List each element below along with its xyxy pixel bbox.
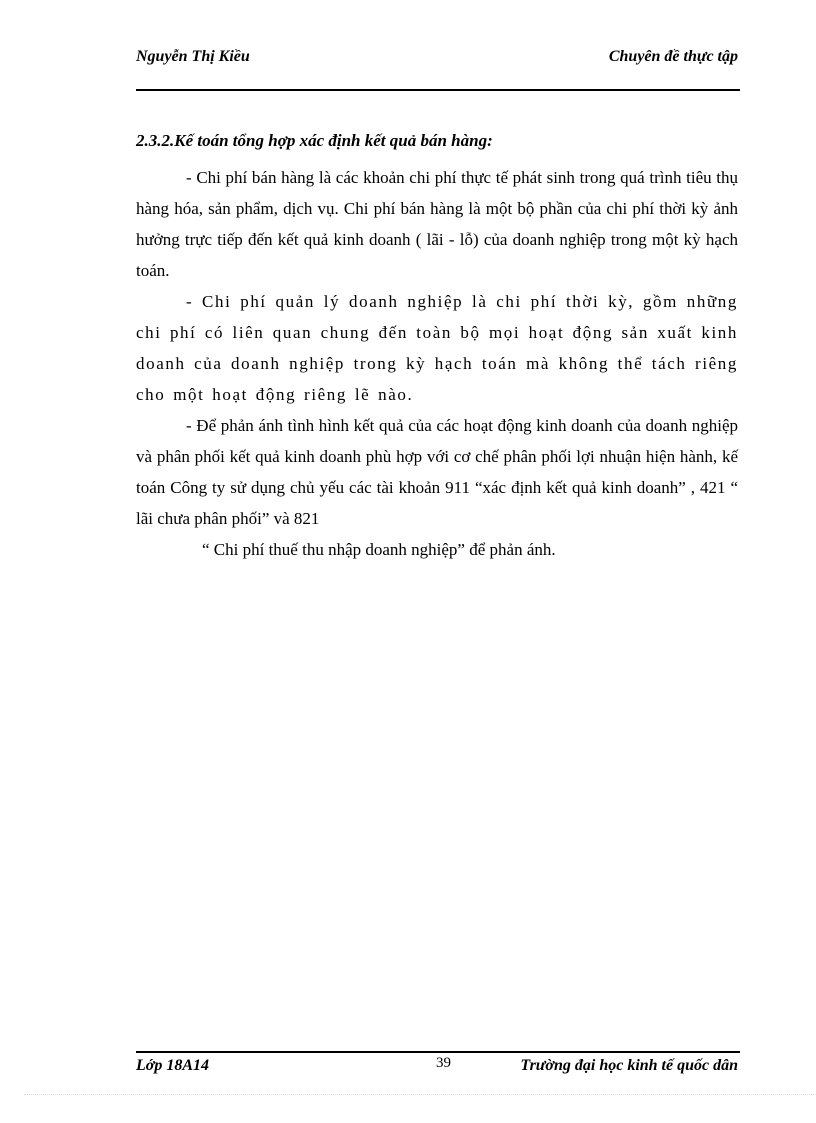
footer-class: Lớp 18A14 bbox=[136, 1057, 210, 1074]
bottom-dotted-border bbox=[24, 1094, 814, 1095]
header-divider bbox=[136, 89, 740, 91]
header-author: Nguyễn Thị Kiều bbox=[136, 48, 250, 65]
footer-divider bbox=[136, 1051, 740, 1053]
page-footer bbox=[136, 1055, 740, 1079]
header-title: Chuyên đề thực tập bbox=[608, 48, 738, 65]
paragraph-accounts: - Để phản ánh tình hình kết quả của các hoạt động kinh doanh của doanh nghiệp và phân phối kết quả kinh doanh phù hợp với cơ chế phân phối lợi nhuận hiện hành, kế toán Công ty sử dụng chủ yếu các tài khoản 911 “xác định kết quả kinh doanh” , 421 “ lãi chưa phân phối” và 821 bbox=[136, 416, 738, 528]
footer-school: Trường đại học kinh tế quốc dân bbox=[520, 1057, 738, 1074]
page-number: 39 bbox=[436, 1055, 451, 1071]
section-heading: 2.3.2.Kế toán tổng hợp xác định kết quả bán hàng: bbox=[136, 131, 493, 150]
document-body bbox=[136, 128, 738, 565]
paragraph-admin-expenses: - Chi phí quản lý doanh nghiệp là chi phí thời kỳ, gồm những chi phí có liên quan chung đến toàn bộ mọi hoạt động sản xuất kinh doanh của doanh nghiệp trong kỳ hạch toán mà không thể tách riêng cho một hoạt động riêng lẽ nào. bbox=[136, 292, 738, 404]
page-header bbox=[136, 46, 740, 72]
paragraph-selling-expenses: - Chi phí bán hàng là các khoản chi phí thực tế phát sinh trong quá trình tiêu thụ hàng hóa, sản phẩm, dịch vụ. Chi phí bán hàng là một bộ phần của chi phí thời kỳ ảnh hưởng trực tiếp đến kết quả kinh doanh ( lãi - lỗ) của doanh nghiệp trong một kỳ hạch toán. bbox=[136, 168, 738, 280]
paragraph-tax-expense: “ Chi phí thuế thu nhập doanh nghiệp” để phản ánh. bbox=[202, 540, 556, 559]
